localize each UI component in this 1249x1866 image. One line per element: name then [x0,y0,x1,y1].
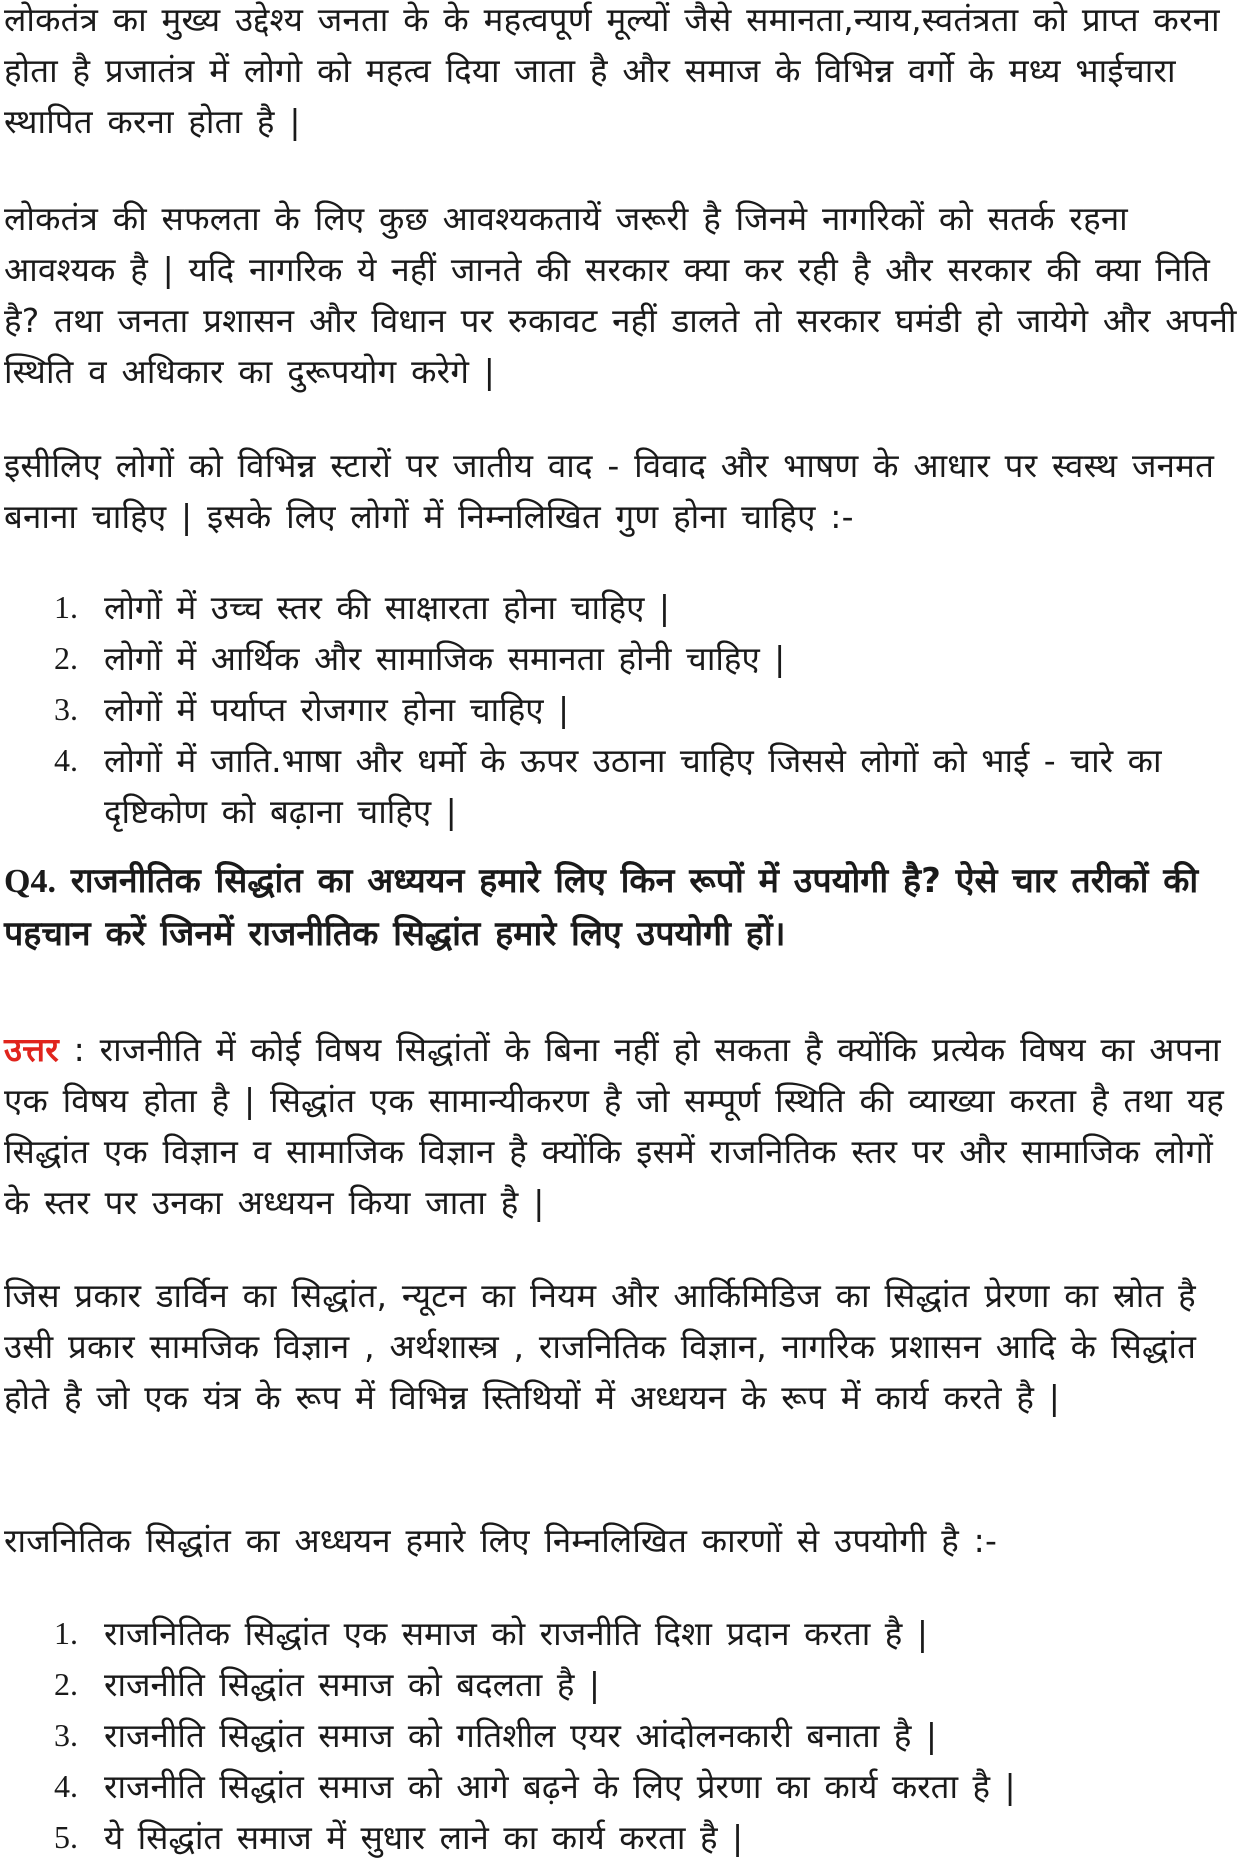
list-item-text: ये सिद्धांत समाज में सुधार लाने का कार्य करता है | [104,1818,744,1857]
list-item [4,1761,1242,1812]
question-number: Q4. [4,863,56,900]
paragraph-public-opinion: इसीलिए लोगों को विभिन्न स्टारों पर जातीय वाद - विवाद और भाषण के आधार पर स्वस्थ जनमत बनाना चाहिए | इसके लिए लोगों में निम्नलिखित गुण होना चाहिए :- [4,446,1215,536]
reasons-list [4,1608,1242,1863]
paragraph-democracy-success: लोकतंत्र की सफलता के लिए कुछ आवश्यकतायें जरूरी है जिनमे नागरिकों को सतर्क रहना आवश्यक है | यदि नागरिक ये नहीं जानते की सरकार क्या कर रही है और सरकार की क्या निति है? तथा जनता प्रशासन और विधान पर रुकावट नहीं डालते तो सरकार घमंडी हो जायेगे और अपनी स्थिति व अधिकार का दुरूपयोग करेगे | [4,199,1237,391]
list-item [4,1812,1242,1863]
list-item-text: लोगों में आर्थिक और सामाजिक समानता होनी चाहिए | [104,639,786,678]
list-item [4,1710,1242,1761]
list-item-text: लोगों में पर्याप्त रोजगार होना चाहिए | [104,690,570,729]
list-item [4,1659,1242,1710]
list-item-number: 1. [54,1615,78,1651]
question-heading [4,855,1242,960]
list-item-text: राजनीति सिद्धांत समाज को गतिशील एयर आंदोलनकारी बनाता है | [104,1716,938,1755]
list-item-number: 4. [54,1768,78,1804]
paragraph-democracy-objective: लोकतंत्र का मुख्य उद्देश्य जनता के के महत्वपूर्ण मूल्यों जैसे समानता,न्याय,स्वतंत्रता को प्राप्त करना होता है प्रजातंत्र में लोगो को महत्व दिया जाता है और समाज के विभिन्न वर्गो के मध्य भाईचारा स्थापित करना होता है | [4,0,1220,141]
list-item-number: 2. [54,640,78,676]
list-item-number: 3. [54,691,78,727]
list-item-text: राजनीति सिद्धांत समाज को आगे बढ़ने के लिए प्रेरणा का कार्य करता है | [104,1767,1016,1806]
answer-text: : राजनीति में कोई विषय सिद्धांतों के बिना नहीं हो सकता है क्योंकि प्रत्येक विषय का अपना एक विषय होता है | सिद्धांत एक सामान्यीकरण है जो सम्पूर्ण स्थिति की व्याख्या करता है तथा यह सिद्धांत एक विज्ञान व सामाजिक विज्ञान है क्योंकि इसमें राजनितिक स्तर पर और सामाजिक लोगों के स्तर पर उनका अध्धयन किया जाता है | [4,1030,1224,1222]
list-item-number: 3. [54,1717,78,1753]
list-item [4,735,1242,837]
paragraph-reasons-intro: राजनितिक सिद्धांत का अध्धयन हमारे लिए निम्नलिखित कारणों से उपयोगी है :- [4,1521,998,1560]
list-item [4,1608,1242,1659]
answer-label: उत्तर [4,1030,59,1069]
list-item-text: राजनीति सिद्धांत समाज को बदलता है | [104,1665,600,1704]
list-item-text: लोगों में उच्च स्तर की साक्षारता होना चाहिए | [104,588,671,627]
list-item [4,684,1242,735]
document-page [4,0,1242,1866]
list-item-text: लोगों में जाति.भाषा और धर्मो के ऊपर उठाना चाहिए जिससे लोगों को भाई - चारे का दृष्टिकोण को बढ़ाना चाहिए | [104,741,1162,831]
question-text: राजनीतिक सिद्धांत का अध्ययन हमारे लिए किन रूपों में उपयोगी है? ऐसे चार तरीकों की पहचान करें जिनमें राजनीतिक सिद्धांत हमारे लिए उपयोगी हों। [4,861,1199,954]
list-item [4,582,1242,633]
list-item-text: राजनितिक सिद्धांत एक समाज को राजनीति दिशा प्रदान करता है | [104,1614,928,1653]
qualities-list [4,582,1242,837]
answer-paragraph [4,1024,1242,1228]
paragraph-theory-examples: जिस प्रकार डार्विन का सिद्धांत, न्यूटन का नियम और आर्किमिडिज का सिद्धांत प्रेरणा का स्रोत है उसी प्रकार सामजिक विज्ञान , अर्थशास्त्र , राजनितिक विज्ञान, नागरिक प्रशासन आदि के सिद्धांत होते है जो एक यंत्र के रूप में विभिन्न स्तिथियों में अध्धयन के रूप में कार्य करते है | [4,1276,1197,1417]
list-item-number: 5. [54,1819,78,1855]
list-item-number: 2. [54,1666,78,1702]
list-item-number: 4. [54,742,78,778]
list-item-number: 1. [54,589,78,625]
list-item [4,633,1242,684]
